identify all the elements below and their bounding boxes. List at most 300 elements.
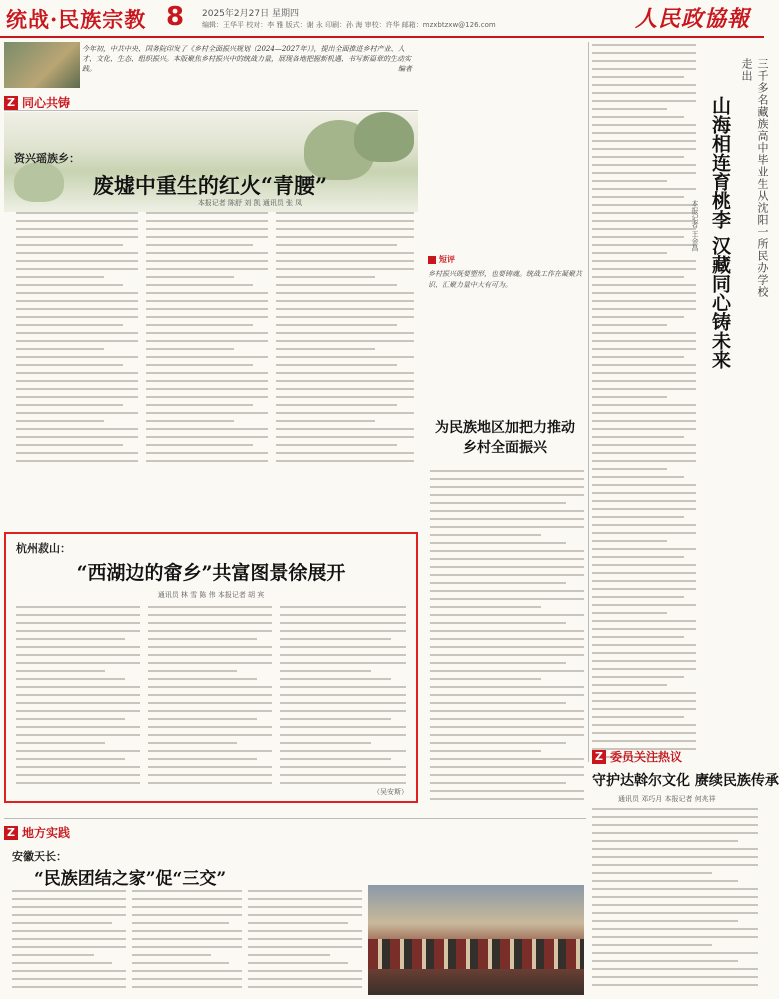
text-line: [16, 268, 138, 270]
text-line: [592, 60, 696, 62]
text-line: [248, 970, 362, 972]
text-line: [592, 816, 758, 818]
text-line: [16, 428, 138, 430]
text-line: [592, 500, 696, 502]
text-line: [12, 906, 126, 908]
text-line: [146, 356, 268, 358]
text-line: [592, 564, 696, 566]
text-line: [248, 930, 362, 932]
text-line: [592, 460, 696, 462]
text-line: [16, 444, 123, 446]
text-line: [592, 332, 696, 334]
text-line: [276, 412, 414, 414]
text-line: [16, 404, 123, 406]
text-line: [146, 220, 268, 222]
text-line: [280, 758, 391, 760]
text-line: [592, 412, 696, 414]
text-line: [16, 308, 138, 310]
text-line: [16, 774, 140, 776]
text-line: [592, 156, 684, 158]
text-line: [16, 252, 138, 254]
page-number: 8: [166, 2, 185, 32]
text-line: [16, 380, 138, 382]
text-line: [592, 968, 758, 970]
text-line: [16, 670, 105, 672]
text-line: [592, 476, 684, 478]
text-line: [592, 84, 696, 86]
text-line: [592, 300, 696, 302]
text-line: [146, 436, 268, 438]
text-line: [16, 630, 140, 632]
text-line: [276, 444, 397, 446]
text-line: [592, 356, 684, 358]
text-line: [280, 670, 371, 672]
text-line: [16, 292, 138, 294]
text-line: [132, 970, 242, 972]
text-line: [12, 978, 126, 980]
text-line: [430, 790, 584, 792]
text-line: [132, 930, 242, 932]
text-line: [280, 654, 406, 656]
section-title: 统战·民族宗教: [6, 7, 147, 32]
text-line: [16, 340, 138, 342]
text-line: [16, 372, 138, 374]
text-line: [592, 236, 684, 238]
main-kicker: 资兴瑶族乡：: [14, 152, 80, 165]
text-line: [592, 856, 758, 858]
text-line: [592, 404, 696, 406]
text-line: [430, 678, 541, 680]
text-line: [592, 428, 696, 430]
text-line: [430, 550, 584, 552]
text-line: [276, 308, 414, 310]
text-line: [16, 276, 104, 278]
text-line: [592, 604, 696, 606]
main-col-2: [146, 212, 268, 470]
text-line: [248, 978, 362, 980]
local-col-2: [132, 890, 242, 996]
text-line: [592, 436, 684, 438]
text-line: [276, 284, 397, 286]
text-line: [430, 662, 566, 664]
text-line: [280, 614, 406, 616]
text-line: [146, 212, 268, 214]
text-line: [146, 380, 268, 382]
text-line: [592, 580, 696, 582]
text-line: [280, 646, 406, 648]
text-line: [276, 364, 397, 366]
banner-photo: [4, 42, 80, 88]
text-line: [146, 388, 268, 390]
text-line: [592, 692, 696, 694]
main-col-1: [16, 212, 138, 470]
lede-text: [82, 44, 412, 74]
text-line: [16, 388, 138, 390]
text-line: [276, 316, 414, 318]
text-line: [592, 316, 684, 318]
text-line: [146, 236, 268, 238]
text-line: [276, 276, 375, 278]
text-line: [280, 630, 406, 632]
text-line: [276, 268, 414, 270]
text-line: [430, 478, 584, 480]
text-line: [592, 132, 696, 134]
text-line: [276, 260, 414, 262]
text-line: [592, 252, 667, 254]
main-headline: 废墟中重生的红火“青腰”: [92, 173, 328, 198]
text-line: [592, 484, 696, 486]
text-line: [592, 888, 758, 890]
text-line: [146, 420, 234, 422]
text-line: [146, 316, 268, 318]
text-line: [146, 228, 268, 230]
text-line: [430, 718, 584, 720]
text-line: [248, 906, 362, 908]
text-line: [148, 758, 257, 760]
text-line: [280, 622, 406, 624]
text-line: [148, 686, 272, 688]
commentary-text: 乡村振兴既要塑形，也要铸魂。统战工作在凝聚共识、汇聚力量中大有可为。: [428, 270, 582, 289]
text-line: [430, 590, 584, 592]
text-line: [16, 766, 140, 768]
text-line: [276, 428, 414, 430]
committee-col: [592, 808, 758, 996]
text-line: [430, 534, 541, 536]
text-line: [146, 276, 234, 278]
side-headline: 为民族地区加把力推动乡村全面振兴: [435, 420, 575, 456]
text-line: [16, 606, 140, 608]
text-line: [248, 946, 362, 948]
text-line: [16, 396, 138, 398]
text-line: [592, 524, 696, 526]
text-line: [430, 582, 566, 584]
text-line: [280, 678, 391, 680]
text-line: [430, 630, 584, 632]
text-line: [248, 962, 348, 964]
local-headline: “民族团结之家”促“三交”: [34, 869, 227, 889]
text-line: [132, 906, 242, 908]
text-line: [16, 260, 138, 262]
text-line: [592, 960, 738, 962]
text-line: [592, 68, 696, 70]
text-line: [592, 660, 696, 662]
text-line: [592, 508, 696, 510]
text-line: [592, 676, 684, 678]
text-line: [592, 276, 684, 278]
local-kicker: 安徽天长：: [12, 850, 67, 863]
text-line: [280, 694, 406, 696]
text-line: [146, 308, 268, 310]
text-line: [592, 292, 696, 294]
highlight-article[interactable]: [4, 532, 418, 803]
text-line: [248, 954, 330, 956]
text-line: [276, 300, 414, 302]
main-byline: 本报记者 陈舒 刘 凯 通讯员 张 凤: [197, 199, 303, 207]
text-line: [276, 404, 397, 406]
text-line: [592, 628, 696, 630]
text-line: [132, 898, 242, 900]
text-line: [430, 614, 584, 616]
text-line: [16, 324, 123, 326]
text-line: [148, 670, 237, 672]
committee-headline: 守护达斡尔文化 赓续民族传承: [592, 773, 779, 789]
text-line: [430, 542, 566, 544]
text-line: [592, 636, 684, 638]
text-line: [248, 986, 362, 988]
text-line: [16, 678, 125, 680]
text-line: [430, 686, 584, 688]
commentary-label: 短评: [439, 254, 455, 264]
highlight-byline: 通讯员 林 雪 陈 伟 本报记者 胡 宾: [157, 591, 265, 599]
text-line: [148, 702, 272, 704]
text-line: [276, 244, 397, 246]
text-line: [148, 718, 257, 720]
section-label: 同心共铸: [22, 96, 71, 110]
highlight-kicker: 杭州菽山：: [16, 542, 71, 555]
text-line: [280, 638, 391, 640]
text-line: [592, 572, 696, 574]
highlight-headline: “西湖边的畲乡”共富图景徐展开: [76, 562, 346, 584]
text-line: [592, 832, 758, 834]
text-line: [148, 742, 237, 744]
text-line: [16, 686, 140, 688]
text-line: [430, 486, 584, 488]
text-line: [430, 470, 584, 472]
text-line: [592, 540, 667, 542]
text-line: [148, 630, 272, 632]
text-line: [280, 734, 406, 736]
text-line: [280, 606, 406, 608]
text-line: [430, 638, 584, 640]
text-line: [592, 984, 758, 986]
text-line: [148, 638, 257, 640]
text-line: [146, 404, 253, 406]
text-line: [276, 452, 414, 454]
text-line: [280, 702, 406, 704]
text-line: [430, 734, 584, 736]
text-line: [248, 914, 362, 916]
text-line: [280, 662, 406, 664]
text-line: [146, 348, 234, 350]
text-line: [592, 228, 696, 230]
right-headline-vertical: 山海相连育桃李 汉藏同心铸未来: [709, 96, 731, 369]
text-line: [592, 588, 696, 590]
text-line: [276, 220, 414, 222]
text-line: [148, 774, 272, 776]
text-line: [132, 890, 242, 892]
text-line: [146, 452, 268, 454]
text-line: [16, 348, 104, 350]
text-line: [430, 622, 566, 624]
text-line: [16, 654, 140, 656]
text-line: [148, 614, 272, 616]
text-line: [592, 148, 696, 150]
text-line: [592, 920, 738, 922]
text-line: [12, 962, 112, 964]
text-line: [592, 444, 696, 446]
text-line: [16, 332, 138, 334]
text-line: [16, 452, 138, 454]
text-line: [280, 686, 406, 688]
text-line: [16, 702, 140, 704]
text-line: [430, 774, 584, 776]
text-line: [148, 710, 272, 712]
text-line: [248, 938, 362, 940]
text-line: [16, 228, 138, 230]
text-line: [16, 750, 140, 752]
text-line: [430, 518, 584, 520]
text-line: [276, 460, 414, 462]
text-line: [132, 962, 229, 964]
divider: [4, 818, 586, 819]
text-line: [16, 220, 138, 222]
text-line: [592, 188, 696, 190]
text-line: [276, 212, 414, 214]
text-line: [132, 914, 242, 916]
text-line: [146, 252, 268, 254]
text-line: [430, 494, 584, 496]
text-line: [592, 396, 667, 398]
text-line: [592, 732, 696, 734]
text-line: [592, 864, 758, 866]
text-line: [592, 108, 667, 110]
text-line: [592, 116, 684, 118]
text-line: [146, 460, 268, 462]
section-header-tongxin: [4, 94, 70, 111]
text-line: [592, 620, 696, 622]
text-line: [146, 292, 268, 294]
text-line: [146, 412, 268, 414]
text-line: [12, 946, 126, 948]
text-line: [12, 930, 126, 932]
text-line: [146, 372, 268, 374]
text-line: [276, 332, 414, 334]
text-line: [148, 694, 272, 696]
text-line: [276, 420, 375, 422]
text-line: [592, 976, 758, 978]
text-line: [12, 986, 126, 988]
commentary-square-icon: [428, 256, 436, 264]
highlight-col-2: [148, 606, 272, 794]
text-line: [592, 308, 696, 310]
text-line: [148, 606, 272, 608]
text-line: [276, 348, 375, 350]
text-line: [430, 758, 584, 760]
right-byline-vertical: 本报记者 王金昌: [691, 200, 699, 252]
text-line: [276, 236, 414, 238]
text-line: [592, 848, 758, 850]
text-line: [592, 872, 712, 874]
text-line: [592, 324, 667, 326]
text-line: [430, 742, 566, 744]
text-line: [592, 548, 696, 550]
text-line: [146, 332, 268, 334]
text-line: [592, 468, 667, 470]
text-line: [280, 726, 406, 728]
text-line: [430, 694, 584, 696]
text-line: [148, 646, 272, 648]
text-line: [592, 180, 667, 182]
text-line: [592, 556, 684, 558]
text-line: [148, 766, 272, 768]
text-line: [592, 220, 696, 222]
text-line: [430, 670, 584, 672]
text-line: [592, 716, 684, 718]
text-line: [430, 766, 584, 768]
text-line: [16, 364, 123, 366]
text-line: [16, 646, 140, 648]
text-line: [592, 724, 696, 726]
text-line: [16, 316, 138, 318]
event-photo: [368, 885, 584, 995]
text-line: [12, 954, 94, 956]
text-line: [592, 372, 696, 374]
text-line: [146, 396, 268, 398]
text-line: [592, 612, 667, 614]
text-line: [592, 140, 696, 142]
text-line: [592, 340, 696, 342]
text-line: [430, 646, 584, 648]
text-line: [592, 92, 696, 94]
text-line: [592, 124, 696, 126]
text-line: [146, 324, 253, 326]
text-line: [132, 978, 242, 980]
text-line: [430, 654, 584, 656]
masthead: [0, 0, 764, 38]
text-line: [430, 702, 566, 704]
text-line: [592, 944, 712, 946]
text-line: [148, 750, 272, 752]
text-line: [592, 388, 696, 390]
section-label: 地方实践: [22, 826, 71, 840]
text-line: [592, 100, 696, 102]
text-line: [148, 734, 272, 736]
text-line: [592, 52, 696, 54]
text-line: [276, 396, 414, 398]
text-line: [280, 750, 406, 752]
text-line: [146, 340, 268, 342]
commentary-tag: [428, 254, 585, 265]
text-line: [12, 914, 126, 916]
right-kicker-vertical: 三千多名藏族高中毕业生从沈阳一所民办学校走出: [740, 58, 769, 298]
text-line: [148, 622, 272, 624]
text-line: [276, 292, 414, 294]
text-line: [12, 898, 126, 900]
text-line: [592, 596, 684, 598]
committee-byline: 通讯员 邓巧月 本报记者 何兆祥: [618, 795, 716, 803]
text-line: [16, 420, 104, 422]
section-label: 委员关注热议: [610, 750, 683, 764]
text-line: [16, 356, 138, 358]
right-col-body: [592, 44, 696, 764]
text-line: [248, 890, 362, 892]
text-line: [430, 606, 541, 608]
section-header-committee: [592, 748, 682, 765]
text-line: [430, 558, 584, 560]
text-line: [592, 492, 696, 494]
text-line: [12, 938, 126, 940]
text-line: [276, 436, 414, 438]
text-line: [592, 652, 696, 654]
text-line: [12, 922, 112, 924]
text-line: [592, 808, 758, 810]
section-z-icon: Z: [4, 96, 18, 110]
text-line: [16, 436, 138, 438]
right-divider: [588, 42, 589, 762]
text-line: [248, 922, 348, 924]
text-line: [276, 324, 397, 326]
text-line: [430, 502, 566, 504]
